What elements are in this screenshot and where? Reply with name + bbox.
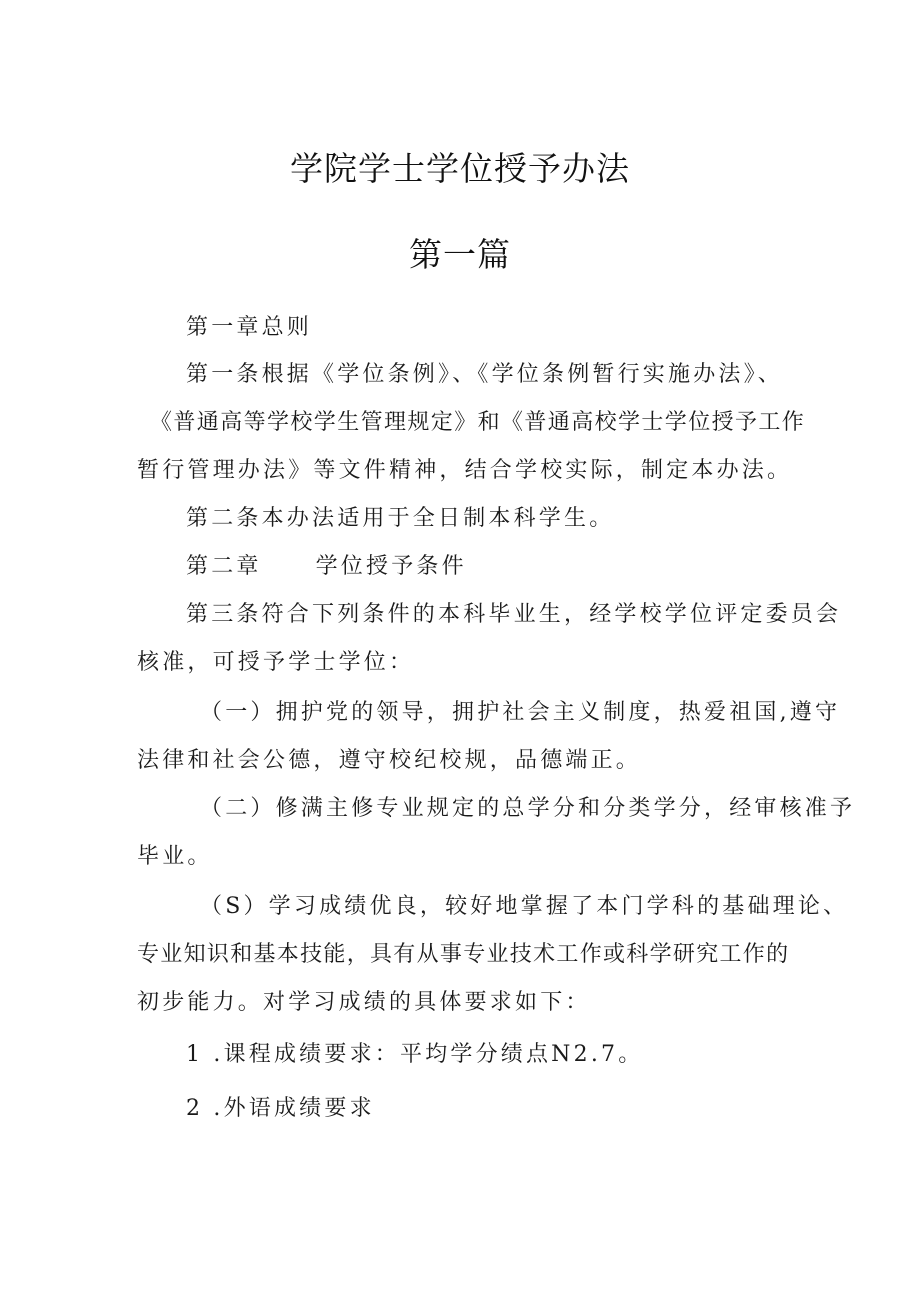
- clause-line: 初步能力。对学习成绩的具体要求如下：: [137, 990, 591, 1015]
- document-title: 学院学士学位授予办法: [290, 149, 630, 188]
- clause-line: 毕业。: [137, 844, 213, 869]
- clause-line: （二）修满主修专业规定的总学分和分类学分，经审核准予: [200, 796, 856, 821]
- chapter-number: 第二章: [186, 554, 262, 579]
- article-line: 第三条符合下列条件的本科毕业生，经学校学位评定委员会: [186, 602, 842, 627]
- requirement-line: 2 .外语成绩要求: [186, 1096, 375, 1121]
- chapter-heading: 第一章总则: [186, 315, 313, 340]
- requirement-line: 1 .课程成绩要求：平均学分绩点N2.7。: [186, 1042, 644, 1067]
- chapter-title: 学位授予条件: [315, 554, 467, 579]
- article-line: 第一条根据《学位条例》、《学位条例暂行实施办法》、: [186, 362, 784, 387]
- article-line: 核准，可授予学士学位：: [137, 650, 415, 675]
- document-subtitle: 第一篇: [409, 235, 511, 274]
- clause-line: （一）拥护党的领导，拥护社会主义制度，热爱祖国,遵守: [200, 700, 841, 725]
- chapter-heading: [186, 552, 467, 582]
- clause-line: （S）学习成绩优良，较好地掌握了本门学科的基础理论、: [200, 894, 849, 919]
- article-line: 《普通高等学校学生管理规定》和《普通高校学士学位授予工作: [150, 410, 806, 435]
- clause-line: 法律和社会公德，遵守校纪校规，品德端正。: [137, 748, 642, 773]
- article-line: 暂行管理办法》等文件精神，结合学校实际，制定本办法。: [137, 458, 793, 483]
- clause-line: 专业知识和基本技能，具有从事专业技术工作或科学研究工作的: [137, 942, 790, 967]
- article-line: 第二条本办法适用于全日制本科学生。: [186, 506, 615, 531]
